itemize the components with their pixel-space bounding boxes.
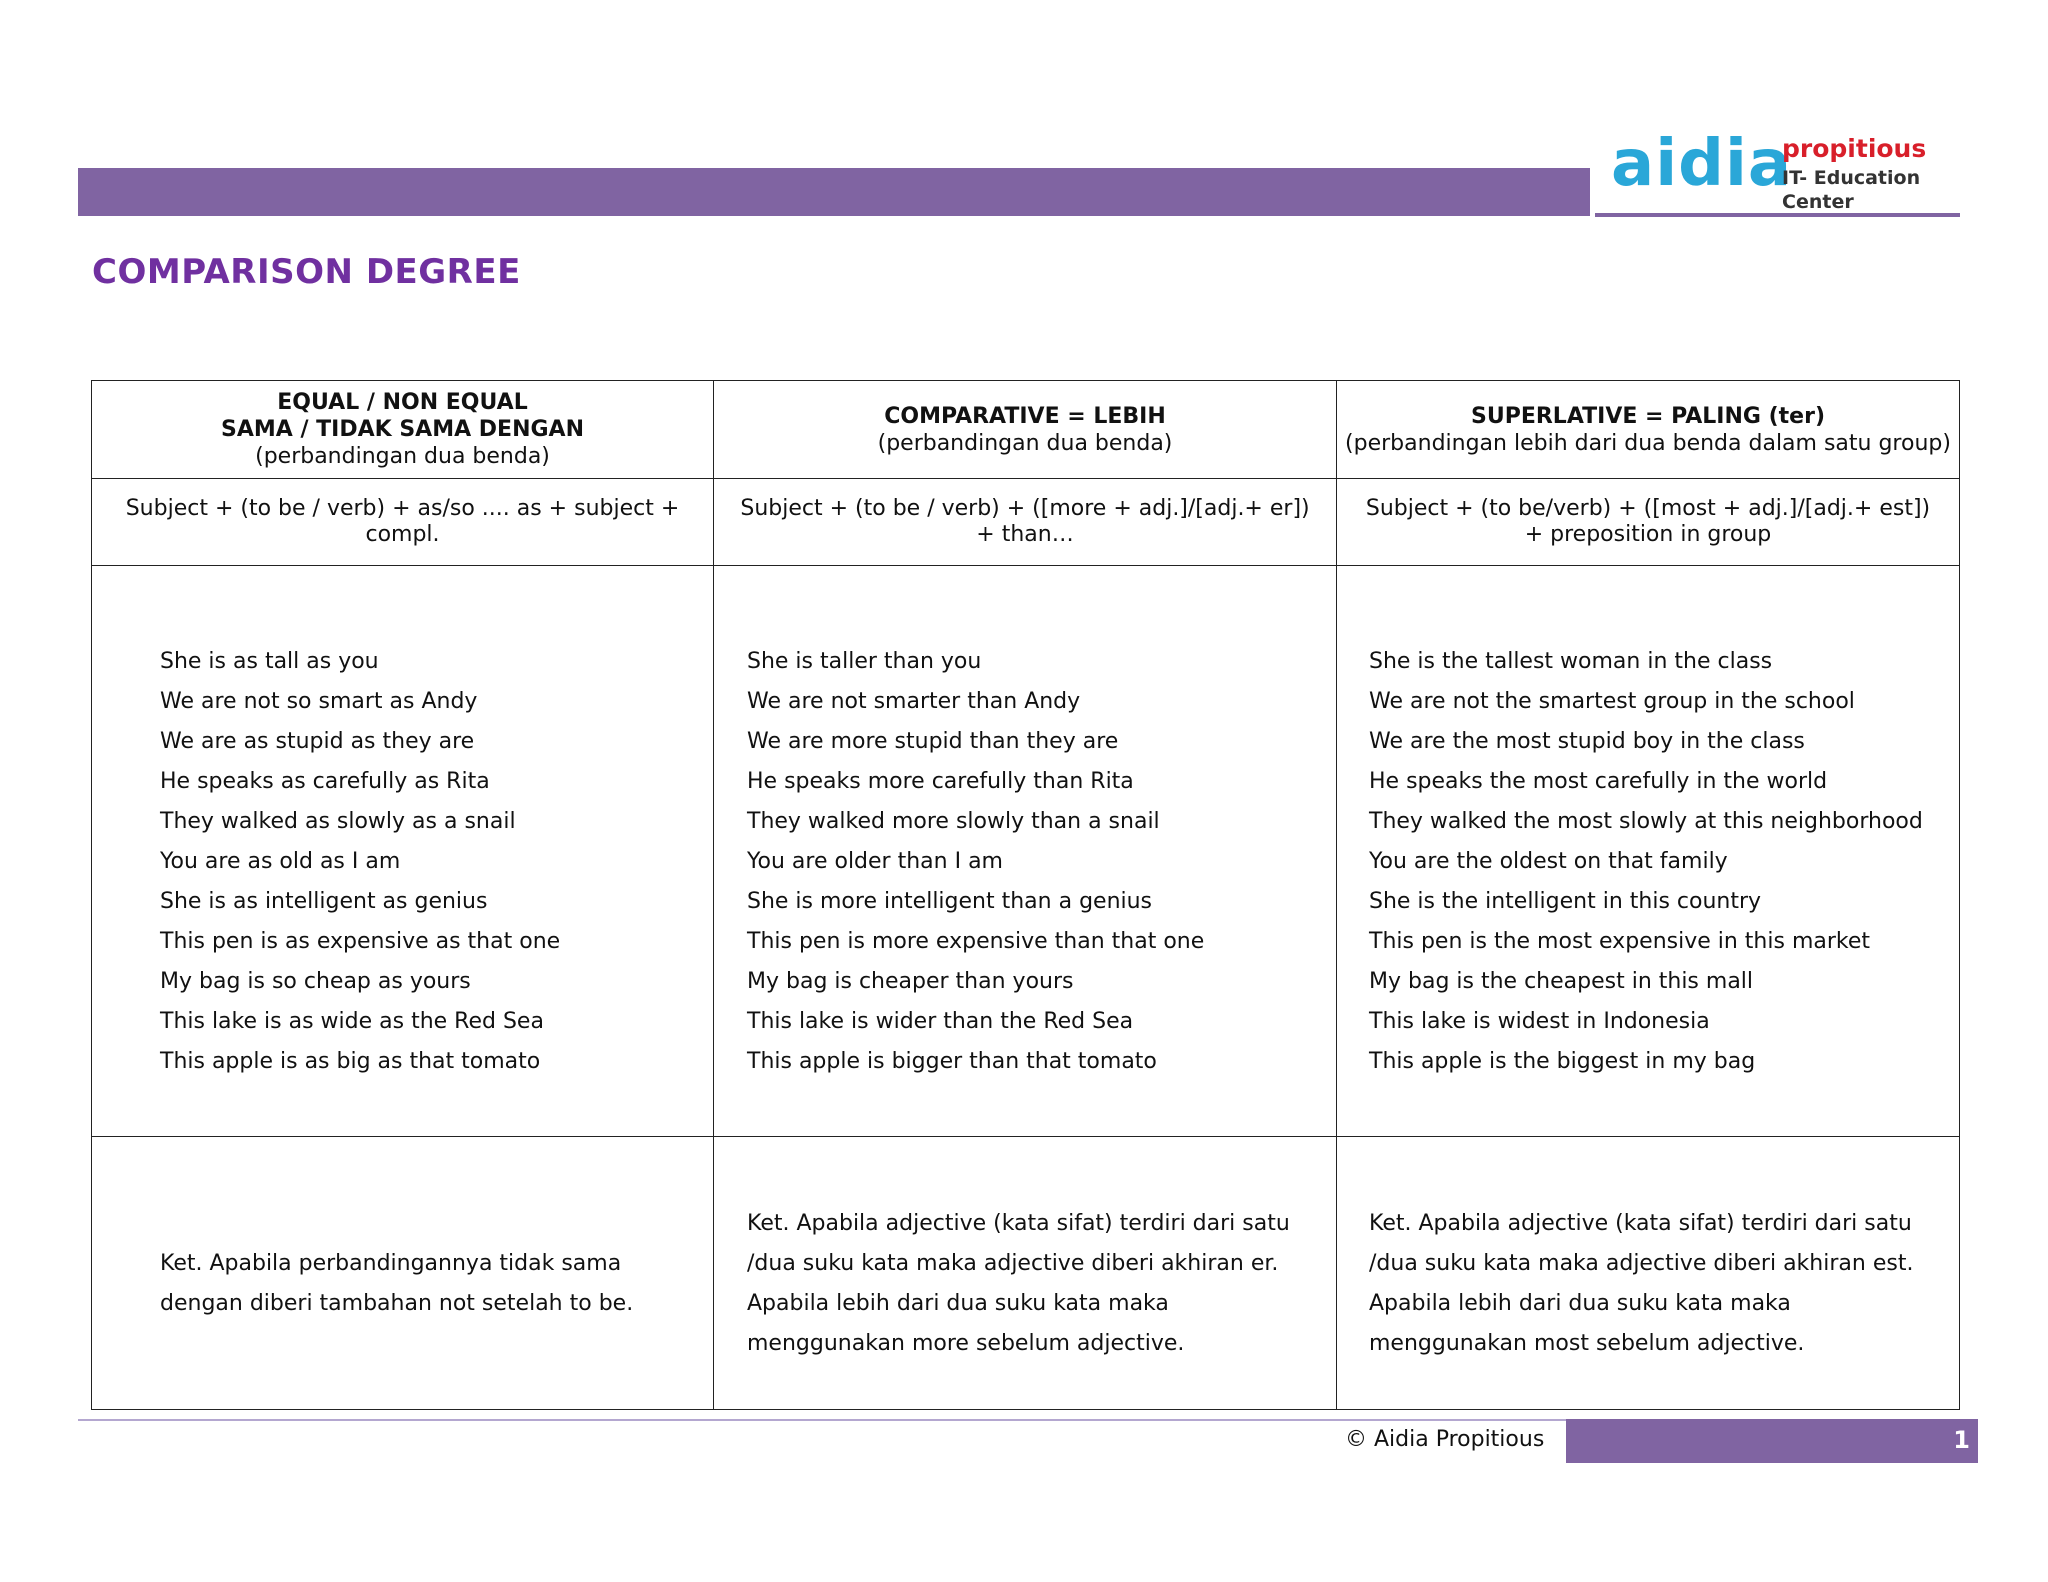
logo-subtitle: IT- Education Center — [1782, 167, 1921, 213]
formula-line: + than… — [976, 522, 1074, 547]
example-sentence: They walked the most slowly at this neighborhood — [1369, 809, 1923, 834]
note-cell-superlative — [1337, 1137, 1960, 1410]
example-sentence: This apple is as big as that tomato — [160, 1049, 541, 1074]
formula-cell-equal — [92, 479, 714, 566]
example-sentence: He speaks more carefully than Rita — [747, 769, 1134, 794]
example-sentence: We are not smarter than Andy — [747, 689, 1081, 714]
page-number: 1 — [1953, 1426, 1970, 1454]
example-sentence: This lake is as wide as the Red Sea — [160, 1009, 544, 1034]
note-line: Apabila lebih dari dua suku kata maka — [747, 1291, 1169, 1316]
example-sentence: This pen is the most expensive in this market — [1369, 929, 1871, 954]
example-sentence: She is the intelligent in this country — [1369, 889, 1762, 914]
example-sentence: This lake is wider than the Red Sea — [747, 1009, 1134, 1034]
formula-line: Subject + (to be / verb) + as/so .... as + subject + — [125, 496, 680, 521]
example-list — [1337, 642, 1959, 1082]
table-header-row — [92, 381, 1960, 479]
note-line: /dua suku kata maka adjective diberi akhiran est. — [1369, 1251, 1914, 1276]
note-line: Ket. Apabila adjective (kata sifat) terdiri dari satu — [1369, 1211, 1912, 1236]
logo-wordmark: aidia — [1611, 127, 1793, 201]
example-sentence: My bag is the cheapest in this mall — [1369, 969, 1754, 994]
example-sentence: We are more stupid than they are — [747, 729, 1119, 754]
example-sentence: She is as intelligent as genius — [160, 889, 488, 914]
note-list — [92, 1244, 713, 1324]
brand-logo — [1605, 128, 1960, 218]
example-sentence: She is more intelligent than a genius — [747, 889, 1153, 914]
header-subtitle: (perbandingan lebih dari dua benda dalam satu group) — [1345, 430, 1951, 456]
example-list — [92, 642, 713, 1082]
formula-row — [92, 479, 1960, 566]
footer-divider — [78, 1419, 1566, 1421]
header-subtitle: (perbandingan dua benda) — [877, 430, 1173, 456]
example-sentence: He speaks the most carefully in the world — [1369, 769, 1828, 794]
footer-bar — [1566, 1419, 1978, 1463]
logo-underline — [1595, 213, 1960, 217]
copyright-text: © Aidia Propitious — [1345, 1427, 1545, 1452]
note-line: Ket. Apabila perbandingannya tidak sama — [160, 1251, 622, 1276]
example-sentence: This apple is the biggest in my bag — [1369, 1049, 1756, 1074]
logo-tagline: propitious — [1782, 134, 1927, 163]
example-sentence: She is taller than you — [747, 649, 982, 674]
formula-cell-comparative — [714, 479, 1337, 566]
examples-cell-comparative — [714, 566, 1337, 1137]
examples-cell-equal — [92, 566, 714, 1137]
example-sentence: They walked more slowly than a snail — [747, 809, 1160, 834]
example-sentence: This apple is bigger than that tomato — [747, 1049, 1157, 1074]
note-list — [714, 1204, 1336, 1364]
note-line: menggunakan most sebelum adjective. — [1369, 1331, 1805, 1356]
header-cell-comparative — [714, 381, 1337, 479]
formula-cell-superlative — [1337, 479, 1960, 566]
example-sentence: You are as old as I am — [160, 849, 401, 874]
example-sentence: This lake is widest in Indonesia — [1369, 1009, 1710, 1034]
example-sentence: We are not the smartest group in the school — [1369, 689, 1855, 714]
header-title: COMPARATIVE = LEBIH — [884, 403, 1166, 429]
examples-row — [92, 566, 1960, 1137]
formula-line: compl. — [365, 522, 440, 547]
note-line: Apabila lebih dari dua suku kata maka — [1369, 1291, 1791, 1316]
example-sentence: You are the oldest on that family — [1369, 849, 1728, 874]
example-sentence: He speaks as carefully as Rita — [160, 769, 490, 794]
note-line: /dua suku kata maka adjective diberi akhiran er. — [747, 1251, 1279, 1276]
header-title: EQUAL / NON EQUAL — [277, 390, 528, 415]
example-sentence: We are not so smart as Andy — [160, 689, 478, 714]
note-list — [1337, 1204, 1959, 1364]
example-sentence: My bag is so cheap as yours — [160, 969, 471, 994]
formula-line: + preposition in group — [1524, 522, 1772, 547]
note-cell-comparative — [714, 1137, 1337, 1410]
example-sentence: She is the tallest woman in the class — [1369, 649, 1773, 674]
example-sentence: They walked as slowly as a snail — [160, 809, 516, 834]
formula-line: Subject + (to be / verb) + ([more + adj.]/[adj.+ er]) — [740, 496, 1310, 521]
comparison-table — [91, 380, 1960, 1410]
example-sentence: My bag is cheaper than yours — [747, 969, 1074, 994]
example-sentence: We are as stupid as they are — [160, 729, 475, 754]
note-line: Ket. Apabila adjective (kata sifat) terdiri dari satu — [747, 1211, 1290, 1236]
header-cell-equal — [92, 381, 714, 479]
header-title-secondary: SAMA / TIDAK SAMA DENGAN — [221, 417, 584, 442]
example-sentence: We are the most stupid boy in the class — [1369, 729, 1805, 754]
example-sentence: She is as tall as you — [160, 649, 379, 674]
page-title: COMPARISON DEGREE — [92, 252, 521, 292]
header-bar — [78, 168, 1590, 216]
note-line: dengan diberi tambahan not setelah to be. — [160, 1291, 634, 1316]
formula-line: Subject + (to be/verb) + ([most + adj.]/[adj.+ est]) — [1365, 496, 1931, 521]
header-subtitle: (perbandingan dua benda) — [255, 444, 550, 469]
example-sentence: This pen is more expensive than that one — [747, 929, 1205, 954]
example-sentence: This pen is as expensive as that one — [160, 929, 561, 954]
examples-cell-superlative — [1337, 566, 1960, 1137]
example-sentence: You are older than I am — [747, 849, 1003, 874]
note-line: menggunakan more sebelum adjective. — [747, 1331, 1185, 1356]
example-list — [714, 642, 1336, 1082]
note-cell-equal — [92, 1137, 714, 1410]
header-title: SUPERLATIVE = PALING (ter) — [1471, 403, 1825, 429]
notes-row — [92, 1137, 1960, 1410]
header-cell-superlative — [1337, 381, 1960, 479]
